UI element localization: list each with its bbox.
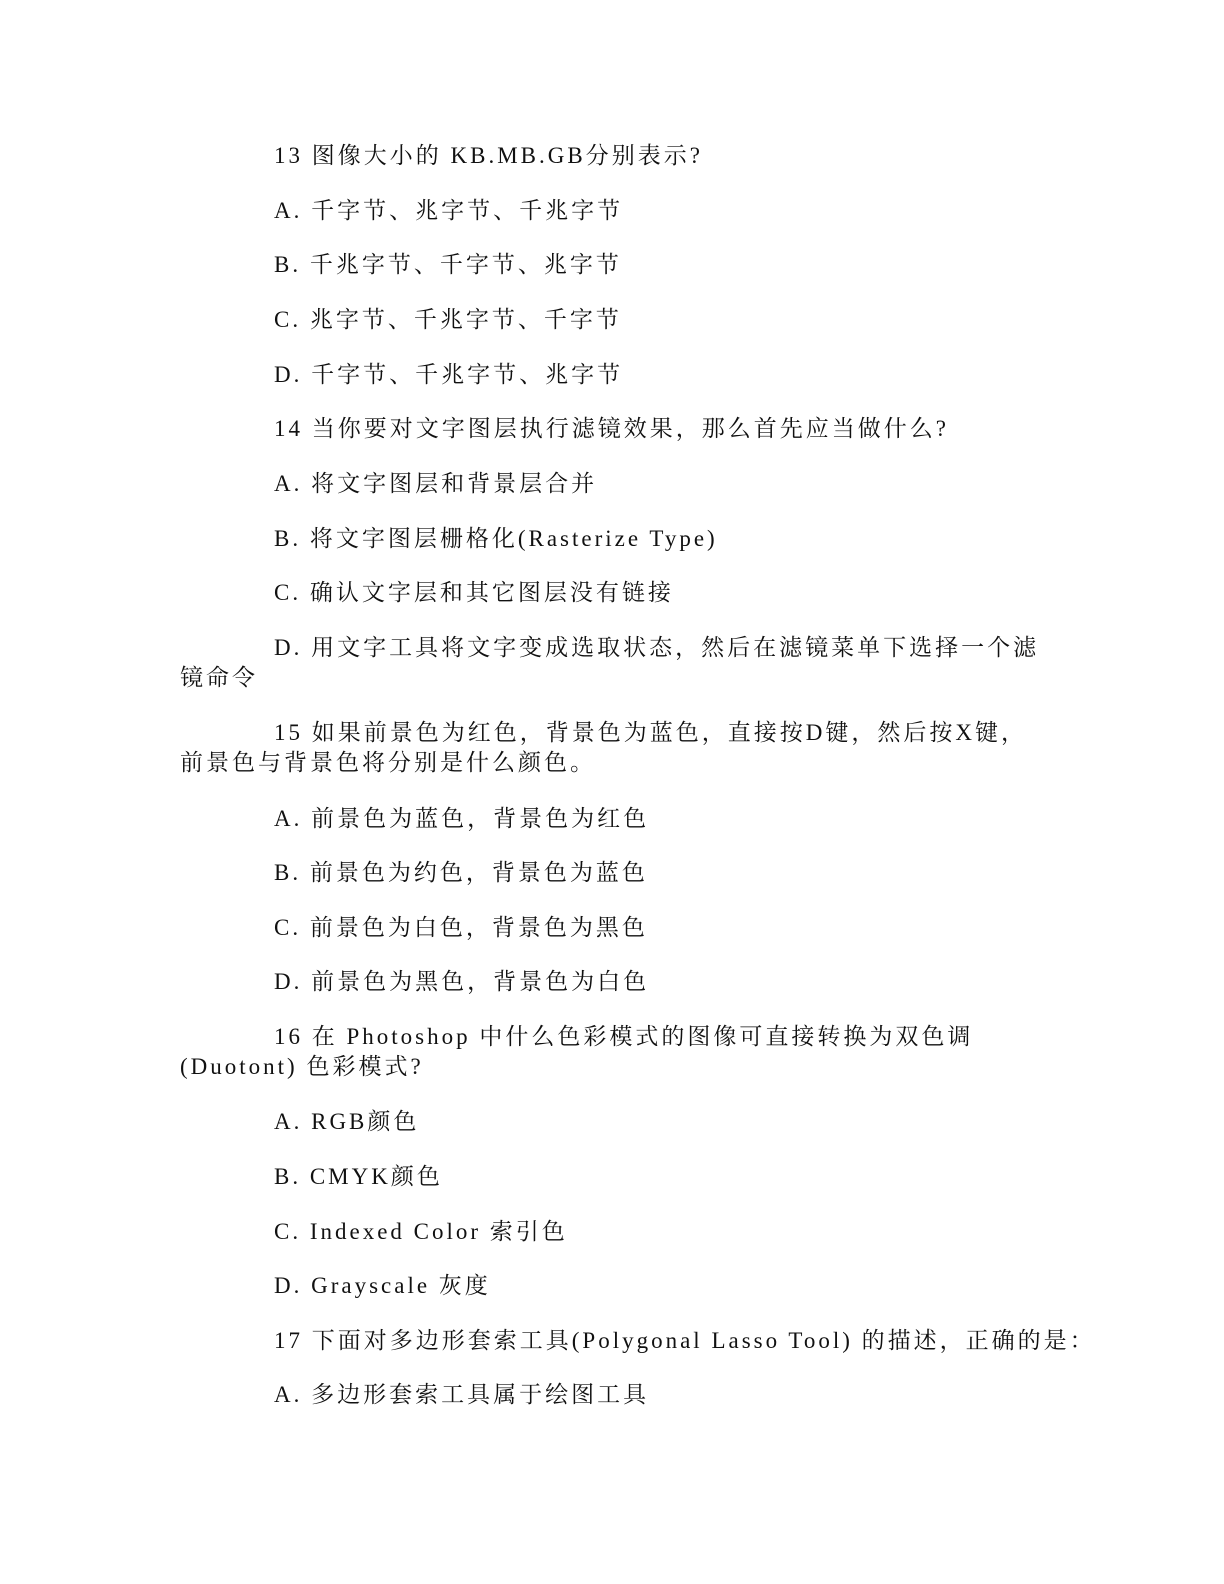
question-13-option-d: D. 千字节、千兆字节、兆字节 <box>274 362 624 387</box>
question-14-option-c: C. 确认文字层和其它图层没有链接 <box>274 580 674 605</box>
question-14-stem: 14 当你要对文字图层执行滤镜效果，那么首先应当做什么? <box>274 416 949 441</box>
question-15-option-a: A. 前景色为蓝色，背景色为红色 <box>274 806 650 831</box>
question-16-option-a: A. RGB颜色 <box>274 1109 420 1134</box>
question-15-stem: 15 如果前景色为红色，背景色为蓝色，直接按D键，然后按X键，前景色与背景色将分别是什么颜色。 <box>180 720 1027 775</box>
question-13-option-c: C. 兆字节、千兆字节、千字节 <box>274 307 622 332</box>
question-15-option-c: C. 前景色为白色，背景色为黑色 <box>274 915 648 940</box>
question-14-option-a: A. 将文字图层和背景层合并 <box>274 471 598 496</box>
question-17-stem: 17 下面对多边形套索工具(Polygonal Lasso Tool) 的描述，正确的是： <box>274 1328 1096 1353</box>
question-17-option-a: A. 多边形套索工具属于绘图工具 <box>274 1382 650 1407</box>
question-14-option-b: B. 将文字图层栅格化(Rasterize Type) <box>274 526 718 551</box>
question-15-option-b: B. 前景色为约色，背景色为蓝色 <box>274 860 648 885</box>
question-16-option-b: B. CMYK颜色 <box>274 1164 443 1189</box>
question-13-option-a: A. 千字节、兆字节、千兆字节 <box>274 198 624 223</box>
question-16-stem: 16 在 Photoshop 中什么色彩模式的图像可直接转换为双色调(Duotont) 色彩模式? <box>180 1024 974 1079</box>
question-16-option-d: D. Grayscale 灰度 <box>274 1273 491 1298</box>
question-13-option-b: B. 千兆字节、千字节、兆字节 <box>274 252 622 277</box>
question-15-option-d: D. 前景色为黑色，背景色为白色 <box>274 969 650 994</box>
question-16-option-c: C. Indexed Color 索引色 <box>274 1219 568 1244</box>
question-14-option-d: D. 用文字工具将文字变成选取状态，然后在滤镜菜单下选择一个滤镜命令 <box>180 635 1040 690</box>
question-13-stem: 13 图像大小的 KB.MB.GB分别表示? <box>274 143 703 168</box>
